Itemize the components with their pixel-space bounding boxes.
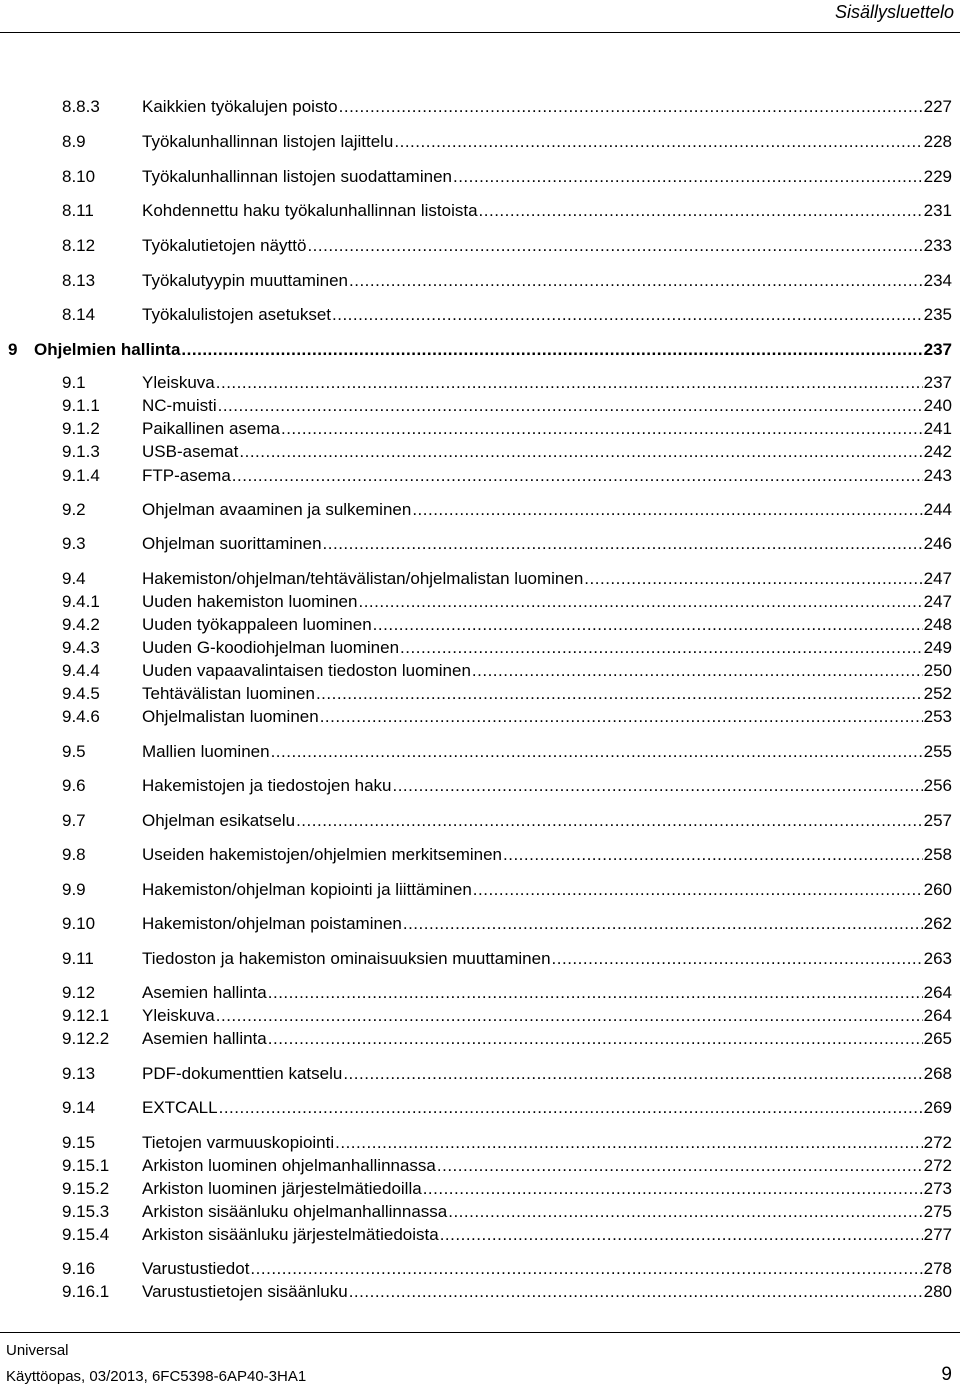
toc-entry-number: 9.16 (62, 1259, 96, 1278)
toc-dot-leader (394, 131, 922, 153)
toc-dot-leader (281, 418, 923, 440)
toc-dot-leader (343, 1063, 922, 1085)
toc-entry-body (142, 591, 952, 613)
toc-dot-leader (472, 660, 923, 682)
toc-entry-page: 257 (923, 811, 952, 830)
toc-entry[interactable] (0, 1005, 960, 1027)
toc-entry[interactable] (0, 1028, 960, 1050)
toc-entry-number: 9.4 (62, 569, 86, 588)
toc-entry[interactable] (0, 270, 960, 292)
toc-entry-page: 275 (923, 1202, 952, 1221)
toc-dot-leader (479, 200, 923, 222)
toc-entry-title: Ohjelman avaaminen ja sulkeminen (142, 500, 412, 519)
toc-entry-number: 9.14 (62, 1098, 96, 1117)
toc-entry-body (142, 235, 952, 257)
toc-entry-body (142, 1281, 952, 1303)
toc-entry-page: 272 (923, 1133, 952, 1152)
toc-entry-title: Tietojen varmuuskopiointi (142, 1133, 335, 1152)
toc-entry-number: 9.4.2 (62, 615, 100, 634)
toc-entry-title: Varustustiedot (142, 1259, 250, 1278)
toc-dot-leader (335, 1132, 922, 1154)
toc-entry-body (142, 568, 952, 590)
toc-entry[interactable] (0, 706, 960, 728)
toc-dot-leader (268, 982, 923, 1004)
toc-entry-number: 9.1.3 (62, 442, 100, 461)
toc-entry-page: 277 (923, 1225, 952, 1244)
toc-dot-leader (448, 1201, 922, 1223)
toc-entry-title: Ohjelman suorittaminen (142, 534, 322, 553)
toc-entry-page: 252 (923, 684, 952, 703)
toc-entry-number: 9.13 (62, 1064, 96, 1083)
toc-entry-title: FTP-asema (142, 466, 231, 485)
toc-dot-leader (271, 741, 923, 763)
toc-entry-number: 9.2 (62, 500, 86, 519)
toc-dot-leader (400, 637, 923, 659)
toc-entry-body (142, 913, 952, 935)
toc-entry-number: 9.4.5 (62, 684, 100, 703)
toc-entry[interactable] (0, 1178, 960, 1200)
toc-entry-title: Hakemiston/ohjelman poistaminen (142, 914, 402, 933)
toc-entry[interactable] (0, 741, 960, 763)
toc-dot-leader (473, 879, 923, 901)
toc-entry-title: Työkalulistojen asetukset (142, 305, 331, 324)
toc-entry-body (142, 683, 952, 705)
toc-entry-body (142, 166, 952, 188)
toc-entry[interactable] (0, 131, 960, 153)
toc-entry-number: 8.11 (62, 201, 94, 220)
toc-entry-title: Tehtävälistan luominen (142, 684, 315, 703)
toc-dot-leader (412, 499, 922, 521)
toc-entry[interactable] (0, 166, 960, 188)
toc-entry[interactable] (0, 1201, 960, 1223)
toc-entry-body (142, 741, 952, 763)
toc-entry-page: 268 (923, 1064, 952, 1083)
toc-entry-page: 253 (923, 707, 952, 726)
toc-entry-page: 265 (923, 1029, 952, 1048)
toc-entry[interactable] (0, 810, 960, 832)
toc-dot-leader (296, 810, 923, 832)
toc-entry-body (142, 270, 952, 292)
toc-entry-number: 9.15.2 (62, 1179, 110, 1198)
toc-entry[interactable] (0, 844, 960, 866)
toc-entry-body (142, 1028, 952, 1050)
toc-dot-leader (349, 270, 923, 292)
toc-dot-leader (584, 568, 922, 590)
toc-entry[interactable] (0, 660, 960, 682)
toc-entry-page: 247 (923, 592, 952, 611)
toc-entry-number: 9.4.6 (62, 707, 100, 726)
toc-entry-body (142, 200, 952, 222)
toc-entry-page: 233 (923, 236, 952, 255)
toc-entry-number: 9.6 (62, 776, 86, 795)
toc-entry-number: 9.4.1 (62, 592, 100, 611)
toc-dot-leader (440, 1224, 923, 1246)
toc-entry-body (142, 1178, 952, 1200)
toc-entry-page: 247 (923, 569, 952, 588)
toc-entry-title: EXTCALL (142, 1098, 218, 1117)
toc-dot-leader (423, 1178, 923, 1200)
toc-entry-title: Uuden vapaavalintaisen tiedoston luominen (142, 661, 471, 680)
toc-entry-number: 8.14 (62, 305, 96, 324)
toc-entry-body (142, 810, 952, 832)
toc-entry-title: Arkiston luominen ohjelmanhallinnassa (142, 1156, 436, 1175)
toc-entry-number: 9.15.1 (62, 1156, 110, 1175)
toc-entry-number: 8.10 (62, 167, 96, 186)
toc-entry-number: 8.13 (62, 271, 96, 290)
toc-entry-page: 264 (923, 983, 952, 1002)
toc-dot-leader (453, 166, 923, 188)
toc-entry[interactable] (0, 372, 960, 394)
toc-entry-title: Yleiskuva (142, 1006, 215, 1025)
toc-entry-page: 280 (923, 1282, 952, 1301)
toc-entry[interactable] (0, 1132, 960, 1154)
toc-entry[interactable] (0, 637, 960, 659)
toc-entry-page: 234 (923, 271, 952, 290)
toc-entry-number: 9.1 (62, 373, 86, 392)
toc-entry-page: 243 (923, 466, 952, 485)
toc-entry-title: Kaikkien työkalujen poisto (142, 97, 338, 116)
toc-entry[interactable] (0, 568, 960, 590)
toc-entry-body (142, 637, 952, 659)
toc-entry[interactable] (0, 775, 960, 797)
toc-dot-leader (373, 614, 923, 636)
toc-entry[interactable] (0, 982, 960, 1004)
toc-entry-number: 9.5 (62, 742, 86, 761)
toc-entry-body (142, 372, 952, 394)
toc-entry-title: Uuden G-koodiohjelman luominen (142, 638, 400, 657)
toc-entry-body (142, 879, 952, 901)
toc-dot-leader (392, 775, 922, 797)
toc-entry-title: Mallien luominen (142, 742, 270, 761)
toc-entry-title: Ohjelmalistan luominen (142, 707, 319, 726)
toc-entry-body (142, 982, 952, 1004)
toc-dot-leader (332, 304, 923, 326)
toc-entry-title: Työkalutietojen näyttö (142, 236, 307, 255)
toc-entry-title: Ohjelmien hallinta (34, 340, 181, 359)
toc-entry-title: Arkiston luominen järjestelmätiedoilla (142, 1179, 422, 1198)
toc-entry-number: 9.12.2 (62, 1029, 110, 1048)
toc-entry[interactable] (0, 499, 960, 521)
toc-entry-body (142, 131, 952, 153)
toc-entry-page: 260 (923, 880, 952, 899)
toc-dot-leader (216, 372, 923, 394)
toc-entry-page: 278 (923, 1259, 952, 1278)
toc-entry[interactable] (0, 1258, 960, 1280)
toc-entry-page: 273 (923, 1179, 952, 1198)
toc-entry[interactable] (0, 235, 960, 257)
toc-dot-leader (181, 339, 922, 361)
toc-entry-title: PDF-dokumenttien katselu (142, 1064, 343, 1083)
toc-entry-page: 249 (923, 638, 952, 657)
toc-entry-title: Arkiston sisäänluku järjestelmätiedoista (142, 1225, 439, 1244)
toc-entry-body (142, 844, 952, 866)
toc-entry-body (142, 499, 952, 521)
toc-entry-page: 256 (923, 776, 952, 795)
toc-entry-page: 231 (923, 201, 952, 220)
toc-entry-number: 8.8.3 (62, 97, 100, 116)
toc-entry-title: Työkalunhallinnan listojen lajittelu (142, 132, 394, 151)
toc-entry[interactable] (0, 1063, 960, 1085)
toc-entry-body (142, 418, 952, 440)
page-header-title: Sisällysluettelo (834, 2, 954, 22)
toc-dot-leader (437, 1155, 923, 1177)
toc-entry-page: 258 (923, 845, 952, 864)
toc-entry-body (142, 775, 952, 797)
toc-entry-page: 272 (923, 1156, 952, 1175)
toc-dot-leader (323, 533, 923, 555)
toc-entry[interactable] (0, 533, 960, 555)
toc-entry-title: Ohjelman esikatselu (142, 811, 296, 830)
toc-entry[interactable] (0, 395, 960, 417)
toc-entry-page: 269 (923, 1098, 952, 1117)
toc-entry-body (142, 1063, 952, 1085)
toc-entry[interactable] (0, 948, 960, 970)
toc-entry-page: 246 (923, 534, 952, 553)
toc-entry-title: USB-asemat (142, 442, 239, 461)
toc-entry-title: Hakemiston/ohjelman kopiointi ja liittäminen (142, 880, 472, 899)
toc-dot-leader (307, 235, 922, 257)
toc-entry-page: 255 (923, 742, 952, 761)
toc-entry-body (142, 1097, 952, 1119)
footer-divider (0, 1332, 960, 1333)
toc-entry-page: 250 (923, 661, 952, 680)
toc-entry[interactable] (0, 591, 960, 613)
toc-entry-number: 9.12.1 (62, 1006, 110, 1025)
toc-entry-body (142, 1005, 952, 1027)
toc-entry-title: Uuden hakemiston luominen (142, 592, 358, 611)
toc-dot-leader (250, 1258, 922, 1280)
toc-entry-number: 8.12 (62, 236, 96, 255)
toc-entry[interactable] (0, 1155, 960, 1177)
toc-entry-body (142, 1155, 952, 1177)
toc-entry-page: 248 (923, 615, 952, 634)
toc-entry[interactable] (0, 1281, 960, 1303)
toc-entry-body (142, 1224, 952, 1246)
toc-entry[interactable] (0, 683, 960, 705)
toc-entry-body (142, 465, 952, 487)
footer-product: Universal (6, 1342, 69, 1359)
toc-entry-number: 9.4.3 (62, 638, 100, 657)
toc-entry-page: 237 (923, 373, 952, 392)
toc-entry-title: Asemien hallinta (142, 983, 267, 1002)
toc-entry-number: 9.1.4 (62, 466, 100, 485)
toc-entry-page: 228 (923, 132, 952, 151)
toc-entry-title: Työkalutyypin muuttaminen (142, 271, 348, 290)
toc-dot-leader (316, 683, 923, 705)
toc-entry-page: 237 (923, 340, 952, 359)
toc-entry-number: 9 (8, 340, 18, 359)
toc-entry[interactable] (0, 1224, 960, 1246)
toc-entry[interactable] (0, 200, 960, 222)
toc-entry[interactable] (0, 465, 960, 487)
toc-entry-page: 264 (923, 1006, 952, 1025)
toc-dot-leader (403, 913, 923, 935)
toc-entry-page: 263 (923, 949, 952, 968)
toc-entry-body (142, 395, 952, 417)
toc-entry-page: 241 (923, 419, 952, 438)
toc-entry-number: 9.12 (62, 983, 96, 1002)
toc-entry-body (142, 1258, 952, 1280)
toc-entry-page: 235 (923, 305, 952, 324)
toc-entry-title: Uuden työkappaleen luominen (142, 615, 372, 634)
toc-dot-leader (349, 1281, 923, 1303)
toc-entry-page: 229 (923, 167, 952, 186)
footer-page-number: 9 (941, 1364, 952, 1385)
toc-entry-body (142, 1132, 952, 1154)
toc-entry-number: 9.1.2 (62, 419, 100, 438)
toc-dot-leader (552, 948, 923, 970)
toc-dot-leader (320, 706, 923, 728)
toc-entry-title: Kohdennettu haku työkalunhallinnan listoista (142, 201, 478, 220)
toc-dot-leader (216, 1005, 923, 1027)
toc-entry-body (142, 660, 952, 682)
toc-entry-title: Useiden hakemistojen/ohjelmien merkitseminen (142, 845, 503, 864)
toc-entry-body (142, 96, 952, 118)
toc-entry-number: 9.10 (62, 914, 96, 933)
toc-entry-number: 9.4.4 (62, 661, 100, 680)
toc-entry[interactable] (0, 913, 960, 935)
toc-dot-leader (239, 441, 922, 463)
toc-entry-body (34, 339, 952, 361)
toc-entry[interactable] (0, 1097, 960, 1119)
toc-entry[interactable] (0, 96, 960, 118)
toc-entry-number: 9.1.1 (62, 396, 100, 415)
toc-entry-title: Paikallinen asema (142, 419, 280, 438)
toc-entry[interactable] (0, 441, 960, 463)
toc-entry[interactable] (0, 304, 960, 326)
toc-entry-number: 9.9 (62, 880, 86, 899)
toc-entry-title: Tiedoston ja hakemiston ominaisuuksien muuttaminen (142, 949, 551, 968)
toc-entry-number: 9.11 (62, 949, 94, 968)
toc-entry-title: Hakemistojen ja tiedostojen haku (142, 776, 392, 795)
toc-entry-number: 9.3 (62, 534, 86, 553)
toc-entry-body (142, 533, 952, 555)
toc-entry-number: 9.8 (62, 845, 86, 864)
toc-entry-page: 242 (923, 442, 952, 461)
toc-entry[interactable] (0, 879, 960, 901)
footer-document-info: Käyttöopas, 03/2013, 6FC5398-6AP40-3HA1 (6, 1368, 307, 1385)
toc-entry-body (142, 948, 952, 970)
toc-dot-leader (339, 96, 923, 118)
toc-entry[interactable] (0, 614, 960, 636)
toc-entry-body (142, 304, 952, 326)
toc-entry-page: 244 (923, 500, 952, 519)
toc-entry-body (142, 1201, 952, 1223)
toc-dot-leader (218, 395, 923, 417)
toc-entry-number: 9.16.1 (62, 1282, 110, 1301)
toc-entry-title: Työkalunhallinnan listojen suodattaminen (142, 167, 452, 186)
toc-entry-body (142, 614, 952, 636)
toc-dot-leader (232, 465, 923, 487)
toc-entry-title: Varustustietojen sisäänluku (142, 1282, 348, 1301)
toc-entry-title: Hakemiston/ohjelman/tehtävälistan/ohjelmalistan luominen (142, 569, 584, 588)
toc-entry-number: 9.7 (62, 811, 86, 830)
toc-dot-leader (358, 591, 922, 613)
toc-entry-body (142, 706, 952, 728)
toc-entry-page: 262 (923, 914, 952, 933)
toc-entry-number: 9.15.4 (62, 1225, 110, 1244)
toc-entry-page: 240 (923, 396, 952, 415)
toc-entry-number: 9.15.3 (62, 1202, 110, 1221)
toc-entry-page: 227 (923, 97, 952, 116)
toc-entry-body (142, 441, 952, 463)
toc-chapter-entry[interactable] (0, 339, 960, 361)
toc-dot-leader (268, 1028, 923, 1050)
toc-entry-title: Yleiskuva (142, 373, 215, 392)
toc-entry-title: Asemien hallinta (142, 1029, 267, 1048)
header-divider (0, 32, 960, 33)
toc-entry[interactable] (0, 418, 960, 440)
toc-dot-leader (503, 844, 923, 866)
toc-entry-number: 8.9 (62, 132, 86, 151)
toc-entry-number: 9.15 (62, 1133, 96, 1152)
toc-entry-title: NC-muisti (142, 396, 217, 415)
toc-dot-leader (219, 1097, 923, 1119)
toc-entry-title: Arkiston sisäänluku ohjelmanhallinnassa (142, 1202, 448, 1221)
